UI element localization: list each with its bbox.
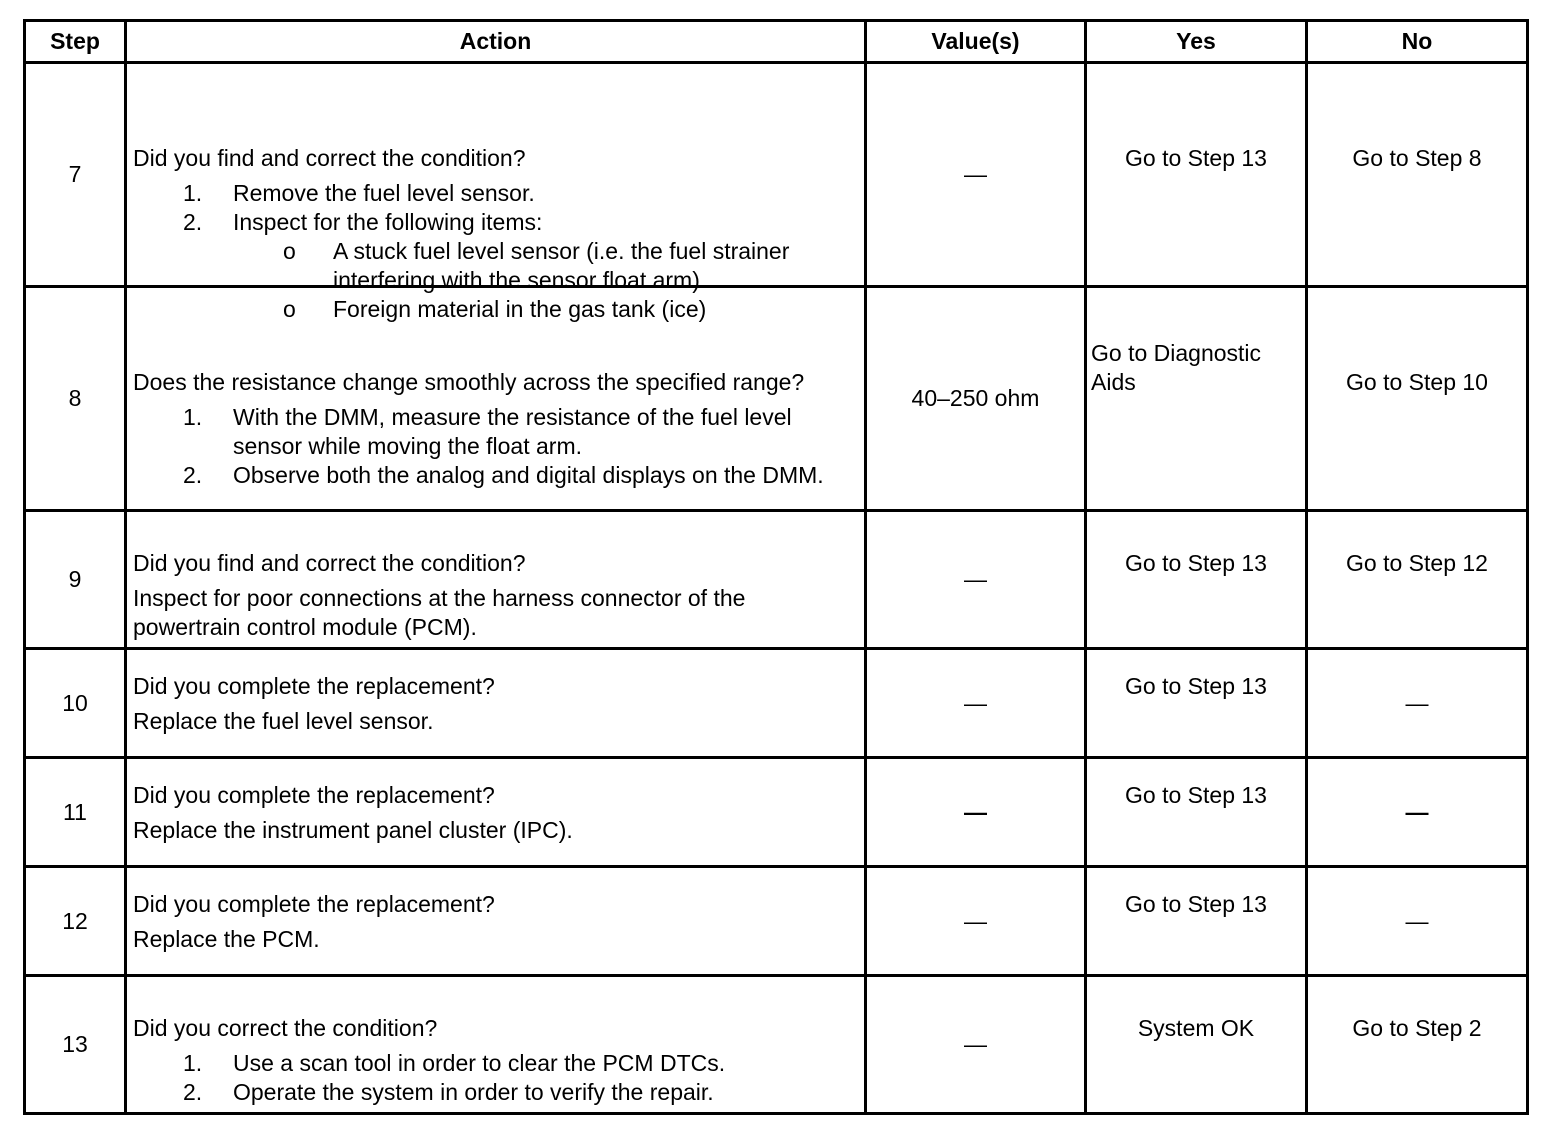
step-number: 7: [25, 63, 126, 287]
step-number: 12: [25, 867, 126, 976]
value-cell: —: [866, 976, 1086, 1114]
no-cell: [1307, 287, 1528, 511]
yes-cell: [1086, 867, 1307, 976]
yes-cell: [1086, 758, 1307, 867]
no-link[interactable]: Go to Step 10: [1346, 368, 1488, 395]
table-row: [25, 287, 1528, 511]
action-text: Inspect for poor connections at the harness connector of the powertrain control module (PCM).: [133, 584, 746, 640]
action-cell: [126, 511, 866, 649]
value-cell: —: [866, 649, 1086, 758]
yes-cell: [1086, 976, 1307, 1114]
action-cell: [126, 758, 866, 867]
no-link[interactable]: Go to Step 12: [1346, 549, 1488, 576]
no-link[interactable]: Go to Step 2: [1352, 1014, 1482, 1041]
action-cell: [126, 287, 866, 511]
table-row: [25, 649, 1528, 758]
no-cell: [1307, 976, 1528, 1114]
list-item: 1. Remove the fuel level sensor.: [183, 179, 535, 206]
yes-link[interactable]: Go to Step 13: [1125, 673, 1267, 699]
table-row: [25, 511, 1528, 649]
header-row: [25, 21, 1528, 63]
header-no: No: [1307, 21, 1528, 63]
value-cell: —: [866, 867, 1086, 976]
yes-link[interactable]: Go to Step 13: [1125, 891, 1267, 917]
step-number: 10: [25, 649, 126, 758]
yes-cell: [1086, 511, 1307, 649]
action-question: Did you complete the replacement?: [133, 891, 495, 917]
yes-link[interactable]: Go to Diagnostic Aids: [1091, 339, 1262, 395]
action-text: Replace the instrument panel cluster (IPC).: [133, 817, 573, 843]
list-item: 1. With the DMM, measure the resistance of the fuel level sensor while moving the float arm.: [183, 403, 792, 459]
value-cell: —: [866, 511, 1086, 649]
no-cell: —: [1307, 649, 1528, 758]
action-cell: [126, 867, 866, 976]
step-number: 9: [25, 511, 126, 649]
action-question: Does the resistance change smoothly across the specified range?: [133, 368, 805, 395]
list-item: 1. Use a scan tool in order to clear the PCM DTCs.: [183, 1049, 726, 1076]
no-cell: —: [1307, 758, 1528, 867]
table-row: [25, 758, 1528, 867]
sub-list-item: o A stuck fuel level sensor (i.e. the fuel strainer interfering with the sensor float arm): [283, 237, 790, 293]
value-cell: —: [866, 63, 1086, 287]
header-step: Step: [25, 21, 126, 63]
sub-list-item: o Foreign material in the gas tank (ice): [283, 295, 707, 322]
diagnostic-table: [23, 19, 1529, 1115]
no-link[interactable]: Go to Step 8: [1352, 144, 1482, 171]
value-cell: —: [866, 758, 1086, 867]
action-question: Did you find and correct the condition?: [133, 549, 526, 576]
step-number: 8: [25, 287, 126, 511]
action-steps: [133, 403, 856, 490]
list-item: 2. Observe both the analog and digital displays on the DMM.: [183, 461, 824, 488]
header-yes: Yes: [1086, 21, 1307, 63]
action-text: Replace the PCM.: [133, 926, 320, 952]
header-action: Action: [126, 21, 866, 63]
action-question: Did you find and correct the condition?: [133, 144, 526, 171]
action-question: Did you correct the condition?: [133, 1014, 438, 1041]
list-item: 2. Inspect for the following items: o A stuck fuel level sensor (i.e. the fuel strainer interfering with the sensor float arm) o Foreign material in the gas tank (ice): [133, 208, 856, 324]
header-values: Value(s): [866, 21, 1086, 63]
yes-link[interactable]: Go to Step 13: [1125, 144, 1267, 171]
list-item: 2. Operate the system in order to verify the repair.: [183, 1078, 714, 1105]
action-cell: [126, 976, 866, 1114]
action-text: Replace the fuel level sensor.: [133, 708, 434, 734]
yes-cell: [1086, 287, 1307, 511]
yes-link[interactable]: Go to Step 13: [1125, 782, 1267, 808]
value-cell: 40–250 ohm: [866, 287, 1086, 511]
no-cell: [1307, 511, 1528, 649]
action-cell: [126, 649, 866, 758]
step-number: 11: [25, 758, 126, 867]
action-question: Did you complete the replacement?: [133, 673, 495, 699]
yes-link[interactable]: Go to Step 13: [1125, 549, 1267, 576]
yes-cell: [1086, 649, 1307, 758]
action-cell: [126, 63, 866, 322]
action-steps: [133, 1049, 856, 1107]
no-cell: —: [1307, 867, 1528, 976]
step-number: 13: [25, 976, 126, 1114]
yes-cell: [1086, 63, 1307, 287]
table-row: [25, 976, 1528, 1114]
table-row: [25, 63, 1528, 287]
table-row: [25, 867, 1528, 976]
action-question: Did you complete the replacement?: [133, 782, 495, 808]
no-cell: [1307, 63, 1528, 287]
yes-link[interactable]: System OK: [1137, 1014, 1255, 1041]
